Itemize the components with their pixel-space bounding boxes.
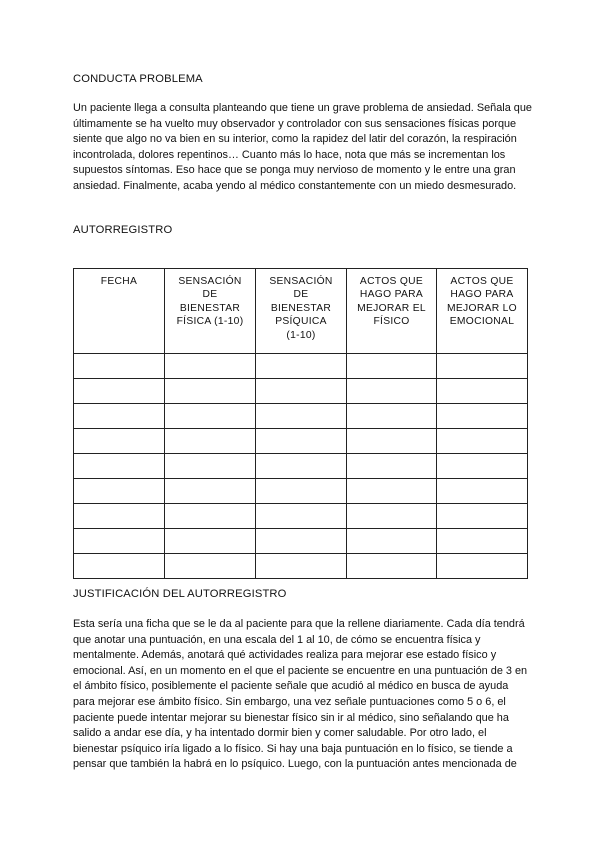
table-cell bbox=[165, 554, 256, 579]
table-cell bbox=[256, 379, 347, 404]
table-cell bbox=[256, 429, 347, 454]
justification-paragraph bbox=[73, 617, 533, 773]
table-cell bbox=[437, 404, 528, 429]
table-cell bbox=[74, 404, 165, 429]
header-physical-wellbeing: SENSACIÓN DE BIENESTAR FÍSICA (1-10) bbox=[165, 269, 256, 354]
table-cell bbox=[256, 454, 347, 479]
problem-text: Un paciente llega a consulta planteando que tiene un grave problema de ansiedad. Señala que últimamente se ha vuelto muy observador y controlador con sus sensaciones físicas porque siente que algo no va bien en su interior, como la rapidez del latir del corazón, la respiración incontrolada, dolores repentinos… Cuanto más lo hace, nota que más se incrementan los supuestos síntomas. Eso hace que se ponga muy nervioso de momento y le entre una gran ansiedad. Finalmente, acaba yendo al médico constantemente con un miedo desmesurado. bbox=[73, 102, 532, 192]
table-cell bbox=[74, 429, 165, 454]
header-psychic-wellbeing: SENSACIÓN DE BIENESTAR PSÍQUICA (1-10) bbox=[256, 269, 347, 354]
table-cell bbox=[256, 554, 347, 579]
table-cell bbox=[74, 454, 165, 479]
table-cell bbox=[256, 504, 347, 529]
table-cell bbox=[256, 354, 347, 379]
table-cell bbox=[165, 354, 256, 379]
table-row bbox=[74, 504, 528, 529]
problem-paragraph bbox=[73, 101, 533, 195]
table-cell bbox=[347, 454, 437, 479]
table-cell bbox=[347, 404, 437, 429]
table-row bbox=[74, 429, 528, 454]
table-cell bbox=[347, 479, 437, 504]
table-cell bbox=[347, 504, 437, 529]
self-register-table bbox=[73, 268, 528, 579]
table-cell bbox=[74, 504, 165, 529]
table-cell bbox=[165, 479, 256, 504]
table-cell bbox=[165, 379, 256, 404]
table-cell bbox=[347, 554, 437, 579]
table-row bbox=[74, 479, 528, 504]
table-row bbox=[74, 554, 528, 579]
table-cell bbox=[165, 404, 256, 429]
table-cell bbox=[256, 479, 347, 504]
table-cell bbox=[437, 379, 528, 404]
table-row bbox=[74, 529, 528, 554]
table-cell bbox=[347, 379, 437, 404]
table-cell bbox=[165, 504, 256, 529]
table-row bbox=[74, 454, 528, 479]
problem-heading: CONDUCTA PROBLEMA bbox=[73, 73, 203, 85]
table-cell bbox=[347, 529, 437, 554]
table-cell bbox=[165, 454, 256, 479]
table-cell bbox=[74, 379, 165, 404]
header-physical-actions: ACTOS QUE HAGO PARA MEJORAR EL FÍSICO bbox=[347, 269, 437, 354]
table-cell bbox=[74, 529, 165, 554]
table-cell bbox=[437, 529, 528, 554]
table-cell bbox=[437, 479, 528, 504]
table-cell bbox=[256, 529, 347, 554]
table-cell bbox=[437, 354, 528, 379]
table-row bbox=[74, 354, 528, 379]
table-row bbox=[74, 379, 528, 404]
table-cell bbox=[74, 354, 165, 379]
justification-heading: JUSTIFICACIÓN DEL AUTORREGISTRO bbox=[73, 588, 287, 600]
table-cell bbox=[347, 354, 437, 379]
table-cell bbox=[74, 554, 165, 579]
table-header-row bbox=[74, 269, 528, 354]
table-cell bbox=[437, 454, 528, 479]
justification-text: Esta sería una ficha que se le da al paciente para que la rellene diariamente. Cada día tendrá que anotar una puntuación, en una escala del 1 al 10, de cómo se encuentra física y mentalmente. Además, anotará qué actividades realiza para mejorar ese estado físico y emocional. Así, en un momento en el que el paciente se encuentre en una puntuación de 3 en el ámbito físico, posiblemente el paciente señale que acudió al médico en busca de ayuda para mejorar ese ámbito físico. Sin embargo, una vez señale puntuaciones como 5 o 6, el paciente puede intentar mejorar su bienestar físico sin ir al médico, sino señalando que ha salido a andar ese día, y ha intentado dormir bien y comer saludable. Por otro lado, el bienestar psíquico iría ligado a lo físico. Si hay una baja puntuación en lo físico, se tiende a pensar que también la habrá en lo psíquico. Luego, con la puntuación antes mencionada de bbox=[73, 618, 528, 771]
table-cell bbox=[437, 504, 528, 529]
table-cell bbox=[165, 429, 256, 454]
table-cell bbox=[347, 429, 437, 454]
table-row bbox=[74, 404, 528, 429]
register-heading: AUTORREGISTRO bbox=[73, 224, 173, 236]
table-cell bbox=[437, 429, 528, 454]
table-cell bbox=[256, 404, 347, 429]
table-cell bbox=[437, 554, 528, 579]
header-date: FECHA bbox=[74, 269, 165, 354]
table-cell bbox=[74, 479, 165, 504]
header-emotional-actions: ACTOS QUE HAGO PARA MEJORAR LO EMOCIONAL bbox=[437, 269, 528, 354]
table-cell bbox=[165, 529, 256, 554]
